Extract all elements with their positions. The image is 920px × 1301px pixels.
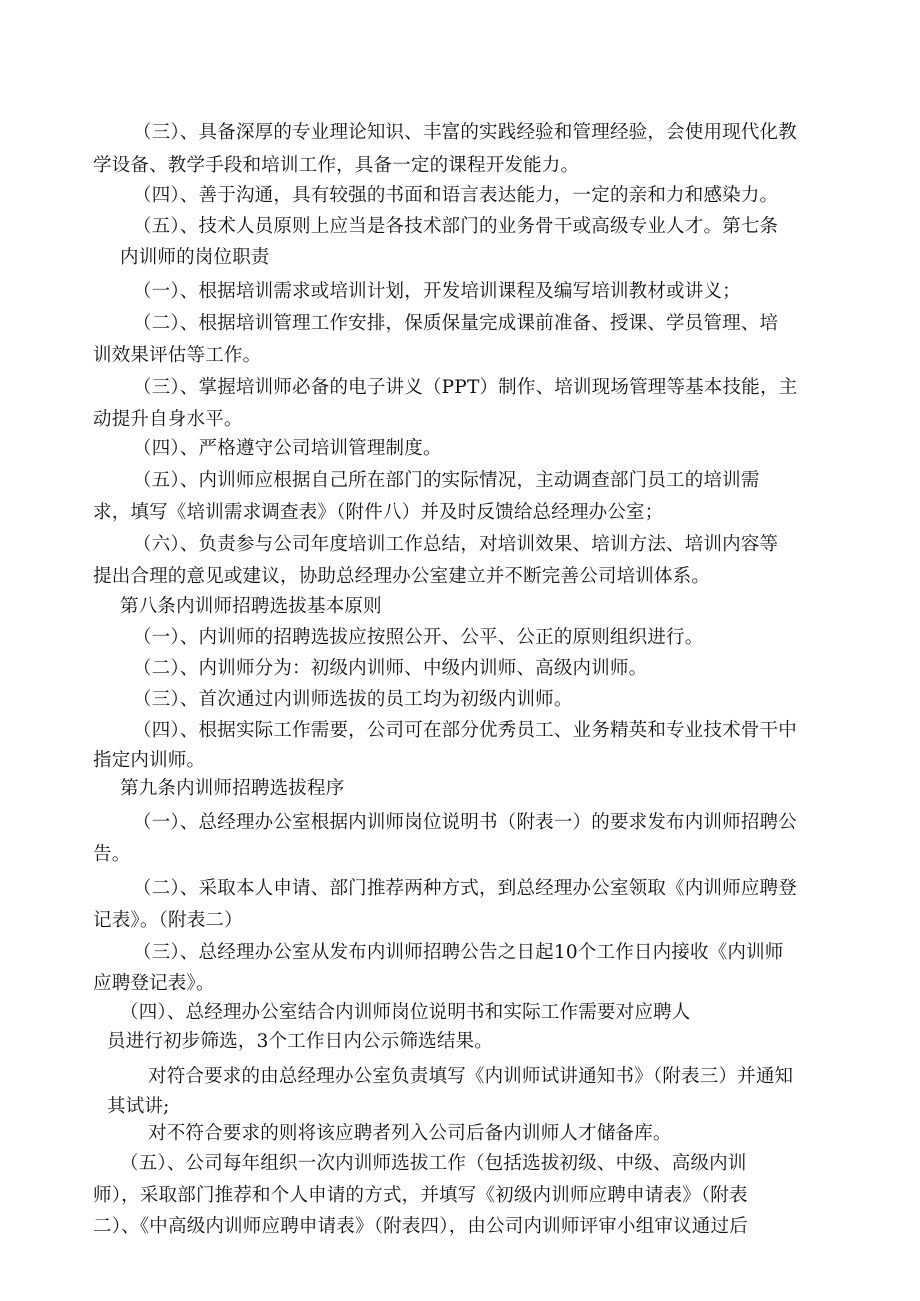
text-line: （四）、严格遵守公司培训管理制度。 [133,438,442,459]
text-line: （四）、总经理办公室结合内训师岗位说明书和实际工作需要对应聘人 [120,1002,691,1023]
text-line: （三）、具备深厚的专业理论知识、丰富的实践经验和管理经验，会使用现代化教 [133,122,797,143]
text-line: （五）、公司每年组织一次内训师选拔工作（包括选拔初级、中级、高级内训 [120,1153,747,1174]
text-line: 对符合要求的由总经理办公室负责填写《内训师试讲通知书》（附表三）并通知 [148,1066,794,1087]
text-line: 员进行初步筛选，3个工作日内公示筛选结果。 [107,1031,493,1052]
text-line: （四）、根据实际工作需要，公司可在部分优秀员工、业务精英和专业技术骨干中 [133,720,797,741]
text-line: 学设备、教学手段和培训工作，具备一定的课程开发能力。 [93,155,580,176]
text-line: 求，填写《培训需求调查表》（附件八）并及时反馈给总经理办公室； [93,502,664,523]
text-line: （三）、总经理办公室从发布内训师招聘公告之日起10个工作日内接收《内训师 [133,942,784,963]
section-heading: 第九条内训师招聘选拔程序 [120,778,345,799]
text-line: （一）、根据培训需求或培训计划，开发培训课程及编写培训教材或讲义； [133,281,741,302]
text-line: 内训师的岗位职责 [120,247,270,268]
text-line: 师），采取部门推荐和个人申请的方式，并填写《初级内训师应聘申请表》（附表 [93,1185,748,1206]
text-line: （五）、内训师应根据自己所在部门的实际情况，主动调查部门员工的培训需 [133,470,760,491]
text-line: （三）、首次通过内训师选拔的员工均为初级内训师。 [133,689,573,710]
text-line: （五）、技术人员原则上应当是各技术部门的业务骨干或高级专业人才。第七条 [133,216,779,237]
text-line: 提出合理的意见或建议，协助总经理办公室建立并不断完善公司培训体系。 [93,566,711,587]
text-line: （二）、根据培训管理工作安排，保质保量完成课前准备、授课、学员管理、培 [133,313,779,334]
text-line: （三）、掌握培训师必备的电子讲义（PPT）制作、培训现场管理等基本技能，主 [133,377,798,398]
text-line: 二）、《中高级内训师应聘申请表》（附表四），由公司内训师评审小组审议通过后 [93,1216,748,1237]
text-line: （二）、采取本人申请、部门推荐两种方式，到总经理办公室领取《内训师应聘登 [133,878,797,899]
text-line: （二）、内训师分为：初级内训师、中级内训师、高级内训师。 [133,658,648,679]
text-line: （六）、负责参与公司年度培训工作总结，对培训效果、培训方法、培训内容等 [133,534,779,555]
text-line: 其试讲; [107,1096,170,1117]
text-line: 对不符合要求的则将该应聘者列入公司后备内训师人才储备库。 [148,1123,672,1144]
text-line: 指定内训师。 [93,750,206,771]
text-line: （一）、内训师的招聘选拔应按照公开、公平、公正的原则组织进行。 [133,627,704,648]
text-line: 训效果评估等工作。 [93,345,262,366]
text-line: 应聘登记表》。 [93,973,215,994]
text-line: （四）、善于沟通，具有较强的书面和语言表达能力，一定的亲和力和感染力。 [133,185,779,206]
text-line: 告。 [93,844,131,865]
text-line: （一）、总经理办公室根据内训师岗位说明书（附表一）的要求发布内训师招聘公 [133,812,797,833]
section-heading: 第八条内训师招聘选拔基本原则 [120,596,382,617]
text-line: 动提升自身水平。 [93,409,243,430]
text-line: 记表》。（附表二） [93,910,243,931]
